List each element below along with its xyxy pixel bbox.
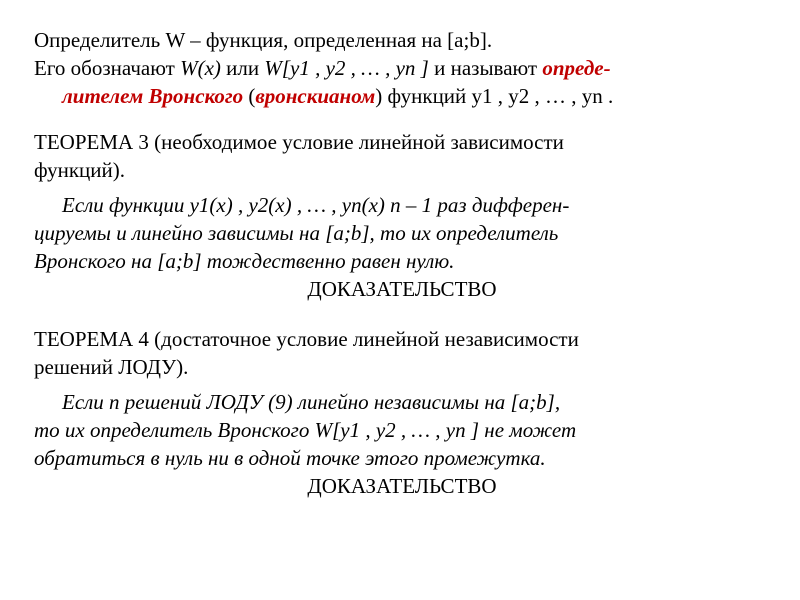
wronskian-term: опреде- — [542, 56, 611, 80]
definition-text: и называют — [428, 56, 543, 80]
theorem4-proof-heading — [34, 472, 770, 500]
theorem-statement: цируемы и линейно зависимы на [a;b], то их определитель — [34, 221, 559, 245]
theorem4-body-line-3 — [34, 444, 770, 472]
definition-text: ( — [243, 84, 256, 108]
proof-heading: ДОКАЗАТЕЛЬСТВО — [307, 277, 497, 301]
definition-text: функций y1 , y2 , … , yn . — [382, 84, 614, 108]
definition-line-2 — [34, 54, 770, 82]
theorem-statement: обратиться в нуль ни в одной точке этого промежутка. — [34, 446, 546, 470]
theorem3-proof-heading — [34, 275, 770, 303]
theorem4-body-line-1 — [34, 388, 770, 416]
wronskian-symbol: W(x) — [180, 56, 221, 80]
theorem-statement: то их определитель Вронского W[y1 , y2 , … , yn ] не может — [34, 418, 577, 442]
theorem-title: решений ЛОДУ). — [34, 355, 189, 379]
definition-text: Определитель W – функция, определенная на [a;b]. — [34, 28, 493, 52]
theorem4-title-line-1 — [34, 325, 770, 353]
theorem3-body-line-2 — [34, 219, 770, 247]
definition-line-1 — [34, 26, 770, 54]
definition-text: ) — [375, 84, 383, 108]
theorem3-title-line-2 — [34, 156, 770, 184]
slide-content — [34, 26, 770, 500]
theorem3-title-line-1 — [34, 128, 770, 156]
wronskian-symbol-list: W[y1 , y2 , … , yn ] — [264, 56, 429, 80]
definition-text: или — [220, 56, 265, 80]
wronskian-alt-term: вронскианом — [255, 84, 376, 108]
theorem-statement: Вронского на [a;b] тождественно равен нулю. — [34, 249, 455, 273]
wronskian-term: лителем Вронского — [62, 84, 244, 108]
theorem-statement: Если n решений ЛОДУ (9) линейно независимы на [a;b], — [62, 390, 561, 414]
theorem3-body-line-3 — [34, 247, 770, 275]
theorem-statement: Если функции y1(x) , y2(x) , … , yn(x) n – 1 раз дифферен- — [62, 193, 570, 217]
theorem3-body-line-1 — [34, 191, 770, 219]
theorem-title: ТЕОРЕМА 3 (необходимое условие линейной зависимости — [34, 130, 564, 154]
theorem4-body-line-2 — [34, 416, 770, 444]
definition-text: Его обозначают — [34, 56, 181, 80]
theorem-title: ТЕОРЕМА 4 (достаточное условие линейной независимости — [34, 327, 579, 351]
theorem4-title-line-2 — [34, 353, 770, 381]
theorem-title: функций). — [34, 158, 125, 182]
definition-line-3 — [34, 82, 770, 110]
proof-heading: ДОКАЗАТЕЛЬСТВО — [307, 474, 497, 498]
